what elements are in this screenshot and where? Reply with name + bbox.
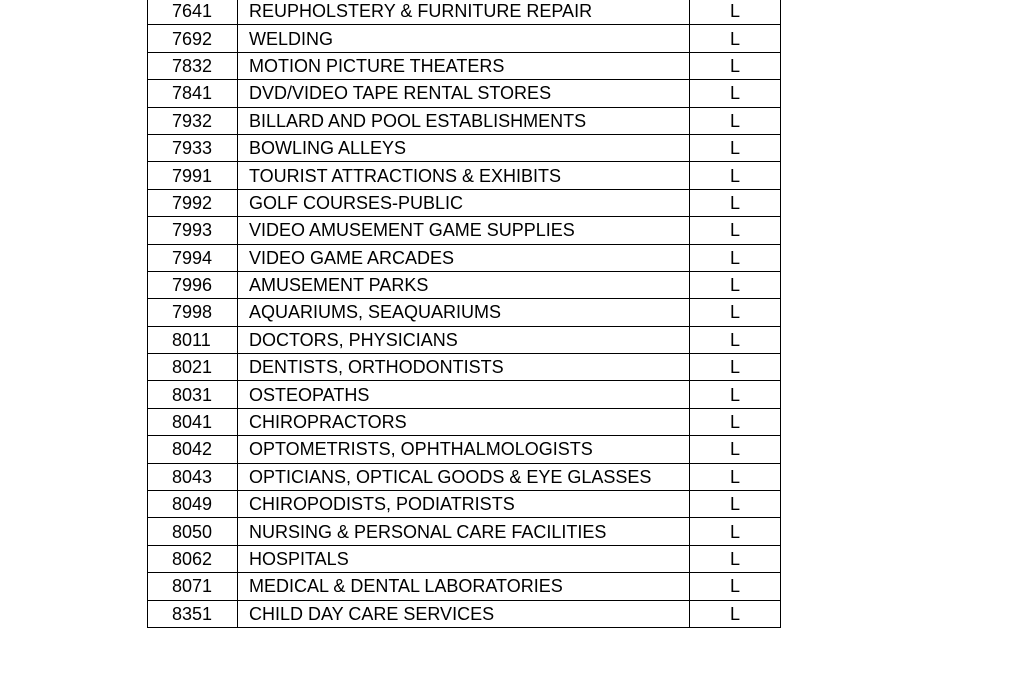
level-cell: L [690,573,781,600]
level-cell: L [690,25,781,52]
table-row [148,134,781,161]
description-cell: CHIROPODISTS, PODIATRISTS [238,491,690,518]
code-cell: 7991 [148,162,238,189]
level-cell: L [690,381,781,408]
table-row [148,271,781,298]
description-cell: VIDEO GAME ARCADES [238,244,690,271]
level-cell: L [690,354,781,381]
level-cell: L [690,600,781,627]
code-cell: 7832 [148,52,238,79]
code-cell: 8031 [148,381,238,408]
table-row [148,518,781,545]
description-cell: CHIROPRACTORS [238,408,690,435]
code-cell: 8049 [148,491,238,518]
table-row [148,299,781,326]
table-row [148,107,781,134]
table-body [148,0,781,627]
code-cell: 7932 [148,107,238,134]
code-cell: 7841 [148,80,238,107]
table-row [148,0,781,25]
code-cell: 7641 [148,0,238,25]
description-cell: OSTEOPATHS [238,381,690,408]
level-cell: L [690,545,781,572]
description-cell: HOSPITALS [238,545,690,572]
level-cell: L [690,491,781,518]
code-cell: 7994 [148,244,238,271]
code-cell: 8050 [148,518,238,545]
code-cell: 7998 [148,299,238,326]
level-cell: L [690,271,781,298]
level-cell: L [690,0,781,25]
level-cell: L [690,217,781,244]
level-cell: L [690,299,781,326]
description-cell: WELDING [238,25,690,52]
table-row [148,217,781,244]
description-cell: MEDICAL & DENTAL LABORATORIES [238,573,690,600]
table-row [148,326,781,353]
table-row [148,573,781,600]
description-cell: REUPHOLSTERY & FURNITURE REPAIR [238,0,690,25]
level-cell: L [690,80,781,107]
description-cell: AQUARIUMS, SEAQUARIUMS [238,299,690,326]
table-row [148,52,781,79]
level-cell: L [690,134,781,161]
level-cell: L [690,436,781,463]
code-cell: 8071 [148,573,238,600]
code-cell: 7996 [148,271,238,298]
code-cell: 8042 [148,436,238,463]
description-cell: BOWLING ALLEYS [238,134,690,161]
level-cell: L [690,189,781,216]
code-cell: 7692 [148,25,238,52]
description-cell: VIDEO AMUSEMENT GAME SUPPLIES [238,217,690,244]
table-row [148,354,781,381]
code-cell: 8043 [148,463,238,490]
code-cell: 7992 [148,189,238,216]
description-cell: OPTOMETRISTS, OPHTHALMOLOGISTS [238,436,690,463]
code-table-container [147,0,781,628]
level-cell: L [690,52,781,79]
table-row [148,491,781,518]
level-cell: L [690,408,781,435]
table-row [148,80,781,107]
table-row [148,25,781,52]
description-cell: OPTICIANS, OPTICAL GOODS & EYE GLASSES [238,463,690,490]
table-row [148,545,781,572]
code-table [147,0,781,628]
description-cell: GOLF COURSES-PUBLIC [238,189,690,216]
code-cell: 8062 [148,545,238,572]
code-cell: 8351 [148,600,238,627]
table-row [148,408,781,435]
description-cell: NURSING & PERSONAL CARE FACILITIES [238,518,690,545]
table-row [148,162,781,189]
description-cell: TOURIST ATTRACTIONS & EXHIBITS [238,162,690,189]
table-row [148,189,781,216]
description-cell: MOTION PICTURE THEATERS [238,52,690,79]
description-cell: CHILD DAY CARE SERVICES [238,600,690,627]
table-row [148,381,781,408]
description-cell: AMUSEMENT PARKS [238,271,690,298]
table-row [148,600,781,627]
code-cell: 7933 [148,134,238,161]
level-cell: L [690,463,781,490]
table-row [148,244,781,271]
level-cell: L [690,518,781,545]
description-cell: DOCTORS, PHYSICIANS [238,326,690,353]
code-cell: 7993 [148,217,238,244]
level-cell: L [690,107,781,134]
level-cell: L [690,162,781,189]
code-cell: 8021 [148,354,238,381]
code-cell: 8041 [148,408,238,435]
code-cell: 8011 [148,326,238,353]
description-cell: BILLARD AND POOL ESTABLISHMENTS [238,107,690,134]
description-cell: DVD/VIDEO TAPE RENTAL STORES [238,80,690,107]
table-row [148,463,781,490]
table-row [148,436,781,463]
description-cell: DENTISTS, ORTHODONTISTS [238,354,690,381]
level-cell: L [690,244,781,271]
level-cell: L [690,326,781,353]
